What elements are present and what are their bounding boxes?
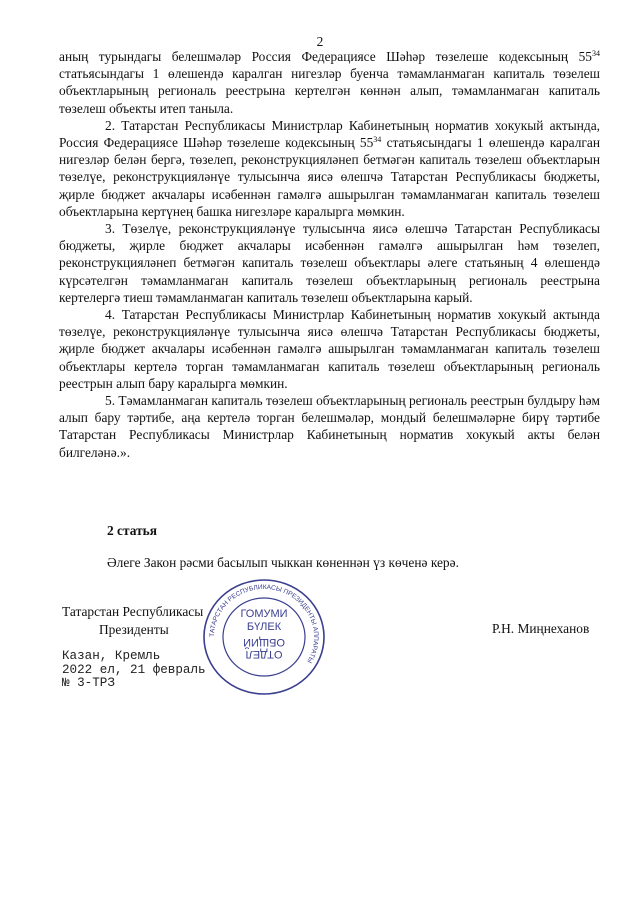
stamp-center-line-4: ОТДЕЛ xyxy=(245,648,283,660)
signatory-title xyxy=(62,603,203,639)
signatory-org-line-1: Татарстан Республикасы xyxy=(62,604,204,619)
paragraph-3: 3. Төзелүе, реконструкцияләнүе тулысынча яисә өлешчә Татарстан Республикасы бюджеты, җирле бюджет акчалары исәбеннән гамәлгә ашырылган һәм төзелеп, реконструкцияләнеп бетмәгән капиталь төзелеш объектлары әлеге статьяның 4 өлешендә күрсәтелгән тәмамланмаган капиталь төзелеш объектларының региональ реестрына кертелергә тиеш тәмамланмаган капиталь төзелеш объектларына карый. xyxy=(59,221,600,305)
stamp-center-line-3: ОБЩИЙ xyxy=(243,636,285,648)
place-date-number xyxy=(62,650,206,691)
body-text xyxy=(59,48,600,461)
page-number: 2 xyxy=(316,34,324,49)
stamp-ring-text: ТАТАРСТАН РЕСПУБЛИКАСЫ ПРЕЗИДЕНТЫ АППАРАТЫ xyxy=(208,583,320,664)
law-date: 2022 ел, 21 февраль xyxy=(62,662,206,677)
stamp-center-line-2: БҮЛЕК xyxy=(246,621,282,633)
paragraph-2: 2. Татарстан Республикасы Министрлар Кабинетының норматив хокукый актында, Россия Федерациясе Шәһәр төзелеше кодексының $55^{34}$ статьясындагы 1 өлешендә каралган нигезләр белән бергә, төзелеп, реконструкцияләнеп бетмәгән капиталь төзелеш объектларын төзелүе, реконструкцияләнүе тулысынча яисә өлешчә Татарстан Республикасы бюджеты, җирле бюджет акчалары исәбеннән гамәлгә ашырылган тәмамланмаган капиталь төзелеш объектларына кертүнең башка нигезләре каралырга мөмкин. xyxy=(59,117,600,219)
paragraph-continuation: аның турындагы белешмәләр Россия Федерациясе Шәһәр төзелеше кодексының $55^{34}$ статьясындагы 1 өлешендә каралган нигезләр буенча тәмамланмаган капиталь төзелеш объектларының региональ реестрына кертелгән көннән алып, тәмамланмаган капиталь төзелеш объекты итеп таныла. xyxy=(59,49,600,116)
signatory-org-line-2: Президенты xyxy=(99,622,169,637)
law-number: № 3-ТРЗ xyxy=(62,676,115,690)
paragraph-4: 4. Татарстан Республикасы Министрлар Кабинетының норматив хокукый актында төзелүе, реконструкцияләнүе тулысынча яисә өлешчә Татарстан Республикасы бюджеты, җирле бюджет акчалары исәбеннән гамәлгә ашырылган тәмамланмаган капиталь төзелеш объектлары кертелә торган тәмамланмаган капиталь төзелеш объектларының региональ реестрын алып бару каралырга мөмкин. xyxy=(59,307,600,391)
paragraph-5: 5. Тәмамланмаган капиталь төзелеш объектларының региональ реестрын булдыру һәм алып бару тәртибе, аңа кертелә торган белешмәләр, мондый белешмәләрне бирү тәртибе Татарстан Республикасы Министрлар Кабинетының норматив хокукый акты белән билгеләнә.». xyxy=(59,393,600,460)
signatory-name: Р.Н. Миңнеханов xyxy=(492,621,590,636)
superscript: 34 xyxy=(373,135,382,145)
article-text: Әлеге Закон рәсми басылып чыккан көненнән үз көченә керә. xyxy=(107,555,459,570)
superscript: 34 xyxy=(592,49,600,58)
stamp-center-line-1: ГОМУМИ xyxy=(240,608,288,620)
article-title: 2 статья xyxy=(107,523,157,538)
official-stamp xyxy=(199,577,329,697)
place-city: Казан, Кремль xyxy=(62,649,161,663)
